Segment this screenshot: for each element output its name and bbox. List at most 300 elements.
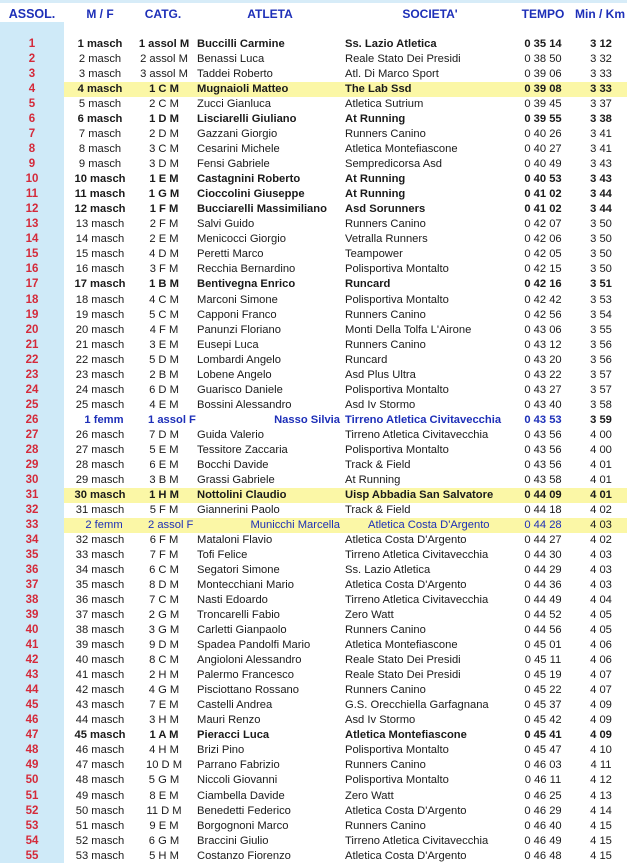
position-cell: 36	[25, 564, 39, 577]
club-cell: Polisportiva Montalto	[345, 443, 449, 456]
category-cell: 3 assol M	[140, 68, 188, 81]
category-cell: 1 F M	[149, 203, 179, 216]
athlete-cell: Lobene Angelo	[197, 368, 272, 381]
gender-rank-cell: 32 masch	[75, 533, 125, 546]
pace-cell: 4 00	[590, 443, 612, 456]
pace-cell: 4 15	[590, 849, 612, 862]
category-cell: 5 C M	[149, 308, 179, 321]
category-cell: 8 D M	[149, 579, 179, 592]
position-cell: 52	[25, 804, 39, 817]
position-cell: 45	[25, 699, 39, 712]
pace-cell: 3 55	[590, 323, 612, 336]
header-assol: ASSOL.	[8, 7, 56, 21]
club-cell: At Running	[345, 473, 401, 486]
club-cell: G.S. Orecchiella Garfagnana	[345, 699, 489, 712]
position-cell: 32	[25, 503, 39, 516]
position-cell: 42	[25, 654, 39, 667]
club-cell: Atletica Montefiascone	[345, 729, 467, 742]
gender-rank-cell: 17 masch	[74, 278, 126, 291]
athlete-cell: Tessitore Zaccaria	[197, 443, 288, 456]
pace-cell: 3 50	[590, 263, 612, 276]
table-row	[0, 849, 627, 864]
time-cell: 0 44 49	[524, 594, 562, 607]
gender-rank-cell: 44 masch	[75, 714, 125, 727]
category-cell: 3 G M	[148, 624, 180, 637]
club-cell: The Lab Ssd	[345, 83, 412, 96]
position-cell: 28	[25, 443, 39, 456]
header-tempo: TEMPO	[521, 7, 565, 21]
time-cell: 0 42 06	[524, 233, 562, 246]
category-cell: 5 D M	[149, 353, 179, 366]
category-cell: 2 C M	[149, 98, 179, 111]
pace-cell: 4 03	[590, 579, 612, 592]
time-cell: 0 45 11	[524, 654, 562, 667]
athlete-cell: Mataloni Flavio	[197, 533, 273, 546]
pace-cell: 3 37	[590, 98, 612, 111]
pace-cell: 4 07	[590, 684, 612, 697]
category-cell: 7 D M	[149, 428, 179, 441]
time-cell: 0 43 40	[524, 398, 562, 411]
club-cell: Zero Watt	[345, 789, 394, 802]
club-cell: Tirreno Atletica Civitavecchia	[345, 549, 489, 562]
gender-rank-cell: 6 masch	[77, 113, 123, 126]
position-cell: 11	[25, 188, 39, 201]
table-row	[0, 383, 627, 398]
athlete-cell: Cioccolini Giuseppe	[197, 188, 305, 201]
club-cell: Atletica Montefiascone	[345, 639, 458, 652]
header-mf: M / F	[86, 7, 114, 21]
time-cell: 0 44 30	[524, 549, 562, 562]
position-cell: 15	[25, 248, 39, 261]
athlete-cell: Parrano Fabrizio	[197, 759, 280, 772]
position-cell: 8	[28, 143, 36, 156]
time-cell: 0 45 42	[524, 714, 562, 727]
gender-rank-cell: 35 masch	[75, 579, 125, 592]
category-cell: 2 D M	[149, 128, 179, 141]
category-cell: 8 E M	[149, 789, 179, 802]
position-cell: 2	[28, 53, 36, 66]
club-cell: Uisp Abbadia San Salvatore	[345, 488, 494, 501]
table-row	[0, 323, 627, 338]
table-row	[0, 443, 627, 458]
club-cell: Atletica Sutrium	[345, 98, 424, 111]
position-cell: 3	[28, 68, 36, 81]
position-cell: 1	[28, 38, 36, 50]
position-cell: 47	[25, 729, 39, 742]
club-cell: Atletica Costa D'Argento	[345, 849, 467, 862]
time-cell: 0 46 25	[524, 789, 562, 802]
athlete-cell: Buccilli Carmine	[197, 38, 285, 50]
time-cell: 0 46 40	[524, 819, 562, 832]
position-cell: 26	[25, 413, 39, 426]
pace-cell: 4 04	[590, 594, 612, 607]
position-cell: 41	[25, 639, 39, 652]
athlete-cell: Menicocci Giorgio	[197, 233, 286, 246]
category-cell: 1 D M	[149, 113, 179, 126]
athlete-cell: Brizi Pino	[197, 744, 245, 757]
category-cell: 6 G M	[148, 834, 180, 847]
time-cell: 0 43 06	[524, 323, 562, 336]
athlete-cell: Gazzani Giorgio	[197, 128, 278, 141]
position-cell: 33	[25, 518, 39, 531]
club-cell: Polisportiva Montalto	[345, 293, 449, 306]
pace-cell: 3 54	[590, 308, 612, 321]
gender-rank-cell: 14 masch	[75, 233, 125, 246]
pace-cell: 4 14	[590, 804, 612, 817]
athlete-cell: Segatori Simone	[197, 564, 280, 577]
athlete-cell: Borgognoni Marco	[197, 819, 289, 832]
time-cell: 0 43 12	[524, 338, 562, 351]
gender-rank-cell: 3 masch	[78, 68, 122, 81]
time-cell: 0 45 19	[524, 669, 562, 682]
club-cell: Reale Stato Dei Presidi	[345, 53, 461, 66]
table-row	[0, 473, 627, 488]
pace-cell: 3 56	[590, 353, 612, 366]
time-cell: 0 46 11	[524, 774, 562, 787]
pace-cell: 3 50	[590, 248, 612, 261]
time-cell: 0 44 36	[524, 579, 562, 592]
position-cell: 12	[25, 203, 39, 216]
pace-cell: 4 03	[590, 564, 612, 577]
time-cell: 0 43 58	[524, 473, 562, 486]
gender-rank-cell: 15 masch	[75, 248, 125, 261]
gender-rank-cell: 26 masch	[75, 428, 125, 441]
club-cell: Runners Canino	[345, 308, 426, 321]
athlete-cell: Zucci Gianluca	[197, 98, 271, 111]
position-cell: 37	[25, 579, 39, 592]
table-row	[0, 172, 627, 187]
time-cell: 0 44 29	[524, 564, 562, 577]
club-cell: Atletica Montefiascone	[345, 143, 458, 156]
athlete-cell: Salvi Guido	[197, 218, 255, 231]
gender-rank-cell: 29 masch	[75, 473, 125, 486]
pace-cell: 4 00	[590, 428, 612, 441]
club-cell: Track & Field	[345, 503, 411, 516]
header-societa: SOCIETA'	[402, 7, 458, 21]
gender-rank-cell: 50 masch	[75, 804, 125, 817]
time-cell: 0 39 45	[524, 98, 562, 111]
header-catg: CATG.	[144, 7, 182, 21]
table-row	[0, 112, 627, 127]
table-row	[0, 773, 627, 788]
time-cell: 0 39 08	[524, 83, 562, 96]
gender-rank-cell: 46 masch	[75, 744, 125, 757]
time-cell: 0 46 03	[524, 759, 562, 772]
gender-rank-cell: 42 masch	[75, 684, 125, 697]
category-cell: 2 assol F	[148, 518, 194, 531]
club-cell: Atletica Costa D'Argento	[345, 804, 467, 817]
time-cell: 0 43 22	[524, 368, 562, 381]
athlete-cell: Recchia Bernardino	[197, 263, 296, 276]
position-cell: 6	[28, 113, 36, 126]
athlete-cell: Municchi Marcella	[250, 518, 340, 531]
time-cell: 0 42 05	[524, 248, 562, 261]
gender-rank-cell: 21 masch	[75, 338, 125, 351]
time-cell: 0 43 56	[524, 443, 562, 456]
gender-rank-cell: 9 masch	[78, 158, 122, 171]
category-cell: 4 D M	[149, 248, 179, 261]
club-cell: Runners Canino	[345, 759, 426, 772]
position-cell: 50	[25, 774, 39, 787]
athlete-cell: Fensi Gabriele	[197, 158, 270, 171]
pace-cell: 4 12	[590, 774, 612, 787]
club-cell: Runners Canino	[345, 338, 426, 351]
pace-cell: 4 05	[590, 609, 612, 622]
time-cell: 0 38 50	[524, 53, 562, 66]
category-cell: 1 assol M	[138, 38, 190, 50]
pace-cell: 4 05	[590, 624, 612, 637]
table-row	[0, 819, 627, 834]
club-cell: Track & Field	[345, 458, 411, 471]
table-row	[0, 698, 627, 713]
table-row	[0, 187, 627, 202]
athlete-cell: Castelli Andrea	[197, 699, 273, 712]
pace-cell: 4 01	[590, 458, 612, 471]
category-cell: 7 E M	[149, 699, 179, 712]
club-cell: Polisportiva Montalto	[345, 383, 449, 396]
athlete-cell: Nasti Edoardo	[197, 594, 268, 607]
club-cell: Polisportiva Montalto	[345, 774, 449, 787]
gender-rank-cell: 27 masch	[75, 443, 125, 456]
position-cell: 10	[25, 173, 39, 186]
pace-cell: 3 59	[590, 413, 612, 426]
pace-cell: 3 12	[590, 38, 612, 50]
athlete-cell: Eusepi Luca	[197, 338, 259, 351]
table-row	[0, 37, 627, 52]
pace-cell: 3 41	[590, 143, 612, 156]
time-cell: 0 43 56	[524, 458, 562, 471]
club-cell: Teampower	[345, 248, 403, 261]
table-header	[0, 5, 627, 23]
club-cell: Runners Canino	[345, 128, 426, 141]
category-cell: 7 F M	[149, 549, 179, 562]
club-cell: Polisportiva Montalto	[345, 263, 449, 276]
athlete-cell: Lisciarelli Giuliano	[197, 113, 297, 126]
time-cell: 0 43 27	[524, 383, 562, 396]
time-cell: 0 40 49	[524, 158, 562, 171]
position-cell: 29	[25, 458, 39, 471]
club-cell: Asd Sorunners	[345, 203, 426, 216]
table-row	[0, 293, 627, 308]
gender-rank-cell: 2 masch	[78, 53, 122, 66]
club-cell: At Running	[345, 113, 406, 126]
gender-rank-cell: 37 masch	[75, 609, 125, 622]
gender-rank-cell: 51 masch	[75, 819, 125, 832]
athlete-cell: Carletti Gianpaolo	[197, 624, 287, 637]
pace-cell: 3 57	[590, 383, 612, 396]
club-cell: Tirreno Atletica Civitavecchia	[345, 594, 489, 607]
athlete-cell: Costanzo Fiorenzo	[197, 849, 291, 862]
athlete-cell: Lombardi Angelo	[197, 353, 281, 366]
pace-cell: 4 06	[590, 654, 612, 667]
club-cell: Tirreno Atletica Civitavecchia	[345, 834, 489, 847]
athlete-cell: Giannerini Paolo	[197, 503, 280, 516]
club-cell: Monti Della Tolfa L'Airone	[345, 323, 472, 336]
athlete-cell: Mauri Renzo	[197, 714, 261, 727]
category-cell: 2 assol M	[140, 53, 188, 66]
table-row	[0, 638, 627, 653]
pace-cell: 3 57	[590, 368, 612, 381]
position-cell: 17	[25, 278, 39, 291]
table-row	[0, 338, 627, 353]
club-cell: Sempredicorsa Asd	[345, 158, 443, 171]
table-row	[0, 398, 627, 413]
athlete-cell: Cesarini Michele	[197, 143, 280, 156]
position-cell: 55	[25, 849, 39, 862]
time-cell: 0 44 52	[524, 609, 562, 622]
position-cell: 13	[25, 218, 39, 231]
position-cell: 14	[25, 233, 39, 246]
category-cell: 11 D M	[146, 804, 182, 817]
table-row	[0, 52, 627, 67]
table-row	[0, 518, 627, 533]
gender-rank-cell: 22 masch	[75, 353, 125, 366]
time-cell: 0 44 18	[524, 503, 562, 516]
table-row	[0, 97, 627, 112]
table-row	[0, 232, 627, 247]
gender-rank-cell: 40 masch	[75, 654, 125, 667]
table-row	[0, 758, 627, 773]
category-cell: 3 D M	[149, 158, 179, 171]
table-row	[0, 713, 627, 728]
category-cell: 10 D M	[145, 759, 183, 772]
athlete-cell: Guida Valerio	[197, 428, 264, 441]
category-cell: 4 F M	[149, 323, 179, 336]
table-row	[0, 82, 627, 97]
position-cell: 20	[25, 323, 39, 336]
athlete-cell: Guarisco Daniele	[197, 383, 283, 396]
category-cell: 2 F M	[149, 218, 179, 231]
pace-cell: 3 43	[590, 158, 612, 171]
gender-rank-cell: 2 femm	[85, 518, 123, 531]
position-cell: 44	[25, 684, 39, 697]
club-cell: Asd Plus Ultra	[345, 368, 416, 381]
pace-cell: 4 13	[590, 789, 612, 802]
athlete-cell: Nottolini Claudio	[197, 488, 287, 501]
pace-cell: 3 51	[590, 278, 612, 291]
category-cell: 1 assol F	[148, 413, 196, 426]
category-cell: 2 G M	[148, 609, 180, 622]
club-cell: Tirreno Atletica Civitavecchia	[345, 428, 489, 441]
position-cell: 48	[25, 744, 39, 757]
club-cell: At Running	[345, 173, 406, 186]
athlete-cell: Benedetti Federico	[197, 804, 291, 817]
gender-rank-cell: 10 masch	[74, 173, 126, 186]
table-row	[0, 67, 627, 82]
table-row	[0, 623, 627, 638]
gender-rank-cell: 45 masch	[74, 729, 126, 742]
gender-rank-cell: 38 masch	[75, 624, 125, 637]
position-cell: 18	[25, 293, 39, 306]
pace-cell: 4 10	[590, 744, 612, 757]
category-cell: 6 E M	[149, 458, 179, 471]
gender-rank-cell: 5 masch	[78, 98, 122, 111]
position-cell: 24	[25, 383, 39, 396]
table-row	[0, 127, 627, 142]
position-cell: 19	[25, 308, 39, 321]
time-cell: 0 39 55	[524, 113, 562, 126]
table-row	[0, 653, 627, 668]
position-cell: 40	[25, 624, 39, 637]
position-cell: 38	[25, 594, 39, 607]
pace-cell: 4 02	[590, 533, 612, 546]
athlete-cell: Nasso Silvia	[274, 413, 340, 426]
table-row	[0, 353, 627, 368]
position-cell: 46	[25, 714, 39, 727]
category-cell: 8 C M	[149, 654, 179, 667]
pace-cell: 4 09	[590, 729, 612, 742]
time-cell: 0 41 02	[524, 203, 562, 216]
position-cell: 30	[25, 473, 39, 486]
gender-rank-cell: 1 masch	[77, 38, 123, 50]
time-cell: 0 46 49	[524, 834, 562, 847]
category-cell: 6 C M	[149, 564, 179, 577]
time-cell: 0 42 56	[524, 308, 562, 321]
position-cell: 9	[28, 158, 36, 171]
time-cell: 0 42 07	[524, 218, 562, 231]
athlete-cell: Troncarelli Fabio	[197, 609, 280, 622]
athlete-cell: Ciambella Davide	[197, 789, 285, 802]
pace-cell: 3 44	[590, 188, 612, 201]
pace-cell: 4 01	[590, 488, 612, 501]
time-cell: 0 46 48	[524, 849, 562, 862]
athlete-cell: Palermo Francesco	[197, 669, 294, 682]
gender-rank-cell: 53 masch	[75, 849, 125, 862]
pace-cell: 4 15	[590, 834, 612, 847]
category-cell: 1 B M	[149, 278, 179, 291]
position-cell: 43	[25, 669, 39, 682]
pace-cell: 3 32	[590, 53, 612, 66]
table-row	[0, 563, 627, 578]
category-cell: 3 E M	[149, 338, 179, 351]
athlete-cell: Pieracci Luca	[197, 729, 270, 742]
position-cell: 16	[25, 263, 39, 276]
gender-rank-cell: 13 masch	[75, 218, 125, 231]
time-cell: 0 43 20	[524, 353, 562, 366]
gender-rank-cell: 28 masch	[75, 458, 125, 471]
table-row	[0, 789, 627, 804]
category-cell: 5 E M	[149, 443, 179, 456]
time-cell: 0 45 22	[524, 684, 562, 697]
gender-rank-cell: 49 masch	[75, 789, 125, 802]
athlete-cell: Bocchi Davide	[197, 458, 269, 471]
pace-cell: 3 50	[590, 233, 612, 246]
gender-rank-cell: 30 masch	[74, 488, 126, 501]
athlete-cell: Marconi Simone	[197, 293, 278, 306]
gender-rank-cell: 36 masch	[75, 594, 125, 607]
category-cell: 3 F M	[149, 263, 179, 276]
gender-rank-cell: 7 masch	[78, 128, 122, 141]
category-cell: 3 B M	[149, 473, 179, 486]
athlete-cell: Bentivegna Enrico	[197, 278, 296, 291]
table-row	[0, 743, 627, 758]
pace-cell: 3 33	[590, 68, 612, 81]
category-cell: 2 B M	[149, 368, 179, 381]
athlete-cell: Castagnini Roberto	[197, 173, 301, 186]
gender-rank-cell: 34 masch	[75, 564, 125, 577]
club-cell: Runners Canino	[345, 819, 426, 832]
club-cell: Zero Watt	[345, 609, 394, 622]
pace-cell: 4 01	[590, 473, 612, 486]
gender-rank-cell: 4 masch	[77, 83, 123, 96]
time-cell: 0 42 42	[524, 293, 562, 306]
category-cell: 4 E M	[149, 398, 179, 411]
table-row	[0, 834, 627, 849]
athlete-cell: Angioloni Alessandro	[197, 654, 302, 667]
position-cell: 25	[25, 398, 39, 411]
time-cell: 0 44 27	[524, 533, 562, 546]
club-cell: Runners Canino	[345, 218, 426, 231]
